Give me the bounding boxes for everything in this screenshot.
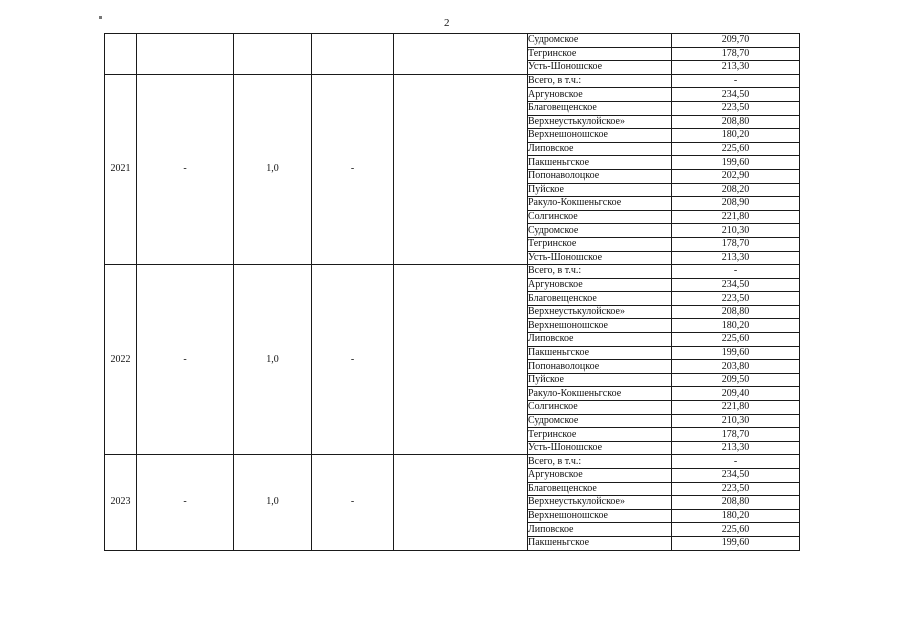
settlement-name-cell: Благовещенское (528, 101, 672, 115)
value-1-cell: 225,60 (672, 523, 800, 537)
value-1-cell: 208,90 (672, 197, 800, 211)
budget-table-body (105, 34, 800, 551)
settlement-name-cell: Пакшеньгское (528, 536, 672, 550)
indicator-a-cell (137, 34, 234, 75)
table-row (105, 265, 800, 279)
indicator-b-cell (234, 34, 312, 75)
indicator-c-cell: - (312, 74, 394, 264)
table-row (105, 455, 800, 469)
value-1-cell: - (672, 455, 800, 469)
table-row (105, 34, 800, 48)
value-1-cell: 225,60 (672, 142, 800, 156)
settlement-name-cell: Всего, в т.ч.: (528, 455, 672, 469)
settlement-name-cell: Ракуло-Кокшеньгское (528, 197, 672, 211)
year-cell: 2023 (105, 455, 137, 550)
settlement-name-cell: Липовское (528, 333, 672, 347)
settlement-name-cell: Всего, в т.ч.: (528, 74, 672, 88)
settlement-name-cell: Солгинское (528, 401, 672, 415)
value-1-cell: 199,60 (672, 156, 800, 170)
settlement-name-cell: Солгинское (528, 210, 672, 224)
value-1-cell: 221,80 (672, 401, 800, 415)
value-1-cell: 209,70 (672, 34, 800, 48)
settlement-name-cell: Благовещенское (528, 292, 672, 306)
settlement-name-cell: Попонаволоцкое (528, 169, 672, 183)
settlement-name-cell: Тегринское (528, 237, 672, 251)
indicator-c-cell: - (312, 455, 394, 550)
value-1-cell: 210,30 (672, 224, 800, 238)
value-1-cell: 209,50 (672, 373, 800, 387)
settlement-name-cell: Пакшеньгское (528, 346, 672, 360)
settlement-name-cell: Верхнеустькулойское» (528, 305, 672, 319)
settlement-name-cell: Аргуновское (528, 278, 672, 292)
value-1-cell: 208,80 (672, 305, 800, 319)
value-1-cell: 180,20 (672, 319, 800, 333)
settlement-name-cell: Судромское (528, 224, 672, 238)
settlement-name-cell: Усть-Шоношское (528, 61, 672, 75)
settlement-name-cell: Верхнешоношское (528, 319, 672, 333)
settlement-name-cell: Судромское (528, 414, 672, 428)
value-1-cell: 213,30 (672, 61, 800, 75)
value-1-cell: - (672, 74, 800, 88)
value-1-cell: 223,50 (672, 101, 800, 115)
settlement-name-cell: Липовское (528, 523, 672, 537)
value-1-cell: 221,80 (672, 210, 800, 224)
year-cell: 2022 (105, 265, 137, 455)
value-1-cell: 209,40 (672, 387, 800, 401)
value-1-cell: 180,20 (672, 129, 800, 143)
settlement-name-cell: Ракуло-Кокшеньгское (528, 387, 672, 401)
settlement-name-cell: Благовещенское (528, 482, 672, 496)
indicator-b-cell: 1,0 (234, 74, 312, 264)
year-cell: 2021 (105, 74, 137, 264)
margin-mark (99, 16, 102, 19)
settlement-name-cell: Усть-Шоношское (528, 251, 672, 265)
budget-table (104, 33, 800, 551)
empty-cell (394, 34, 528, 75)
settlement-name-cell: Липовское (528, 142, 672, 156)
value-1-cell: 208,20 (672, 183, 800, 197)
page-number: 2 (444, 17, 450, 29)
settlement-name-cell: Тегринское (528, 47, 672, 61)
indicator-c-cell (312, 34, 394, 75)
settlement-name-cell: Верхнешоношское (528, 509, 672, 523)
indicator-b-cell: 1,0 (234, 265, 312, 455)
settlement-name-cell: Попонаволоцкое (528, 360, 672, 374)
settlement-name-cell: Пуйское (528, 373, 672, 387)
value-1-cell: 225,60 (672, 333, 800, 347)
settlement-name-cell: Усть-Шоношское (528, 441, 672, 455)
value-1-cell: - (672, 265, 800, 279)
value-1-cell: 213,30 (672, 251, 800, 265)
value-1-cell: 180,20 (672, 509, 800, 523)
value-1-cell: 199,60 (672, 346, 800, 360)
settlement-name-cell: Пакшеньгское (528, 156, 672, 170)
indicator-b-cell: 1,0 (234, 455, 312, 550)
table-row (105, 74, 800, 88)
settlement-name-cell: Аргуновское (528, 88, 672, 102)
value-1-cell: 234,50 (672, 469, 800, 483)
indicator-a-cell: - (137, 455, 234, 550)
value-1-cell: 223,50 (672, 482, 800, 496)
value-1-cell: 202,90 (672, 169, 800, 183)
value-1-cell: 199,60 (672, 536, 800, 550)
settlement-name-cell: Судромское (528, 34, 672, 48)
settlement-name-cell: Аргуновское (528, 469, 672, 483)
settlement-name-cell: Всего, в т.ч.: (528, 265, 672, 279)
year-cell (105, 34, 137, 75)
settlement-name-cell: Пуйское (528, 183, 672, 197)
value-1-cell: 178,70 (672, 237, 800, 251)
value-1-cell: 178,70 (672, 428, 800, 442)
value-1-cell: 208,80 (672, 115, 800, 129)
value-1-cell: 203,80 (672, 360, 800, 374)
indicator-a-cell: - (137, 265, 234, 455)
settlement-name-cell: Верхнеустькулойское» (528, 496, 672, 510)
empty-cell (394, 265, 528, 455)
settlement-name-cell: Верхнеустькулойское» (528, 115, 672, 129)
value-1-cell: 210,30 (672, 414, 800, 428)
value-1-cell: 234,50 (672, 88, 800, 102)
settlement-name-cell: Тегринское (528, 428, 672, 442)
indicator-a-cell: - (137, 74, 234, 264)
value-1-cell: 213,30 (672, 441, 800, 455)
settlement-name-cell: Верхнешоношское (528, 129, 672, 143)
value-1-cell: 208,80 (672, 496, 800, 510)
indicator-c-cell: - (312, 265, 394, 455)
empty-cell (394, 74, 528, 264)
value-1-cell: 234,50 (672, 278, 800, 292)
empty-cell (394, 455, 528, 550)
value-1-cell: 178,70 (672, 47, 800, 61)
value-1-cell: 223,50 (672, 292, 800, 306)
